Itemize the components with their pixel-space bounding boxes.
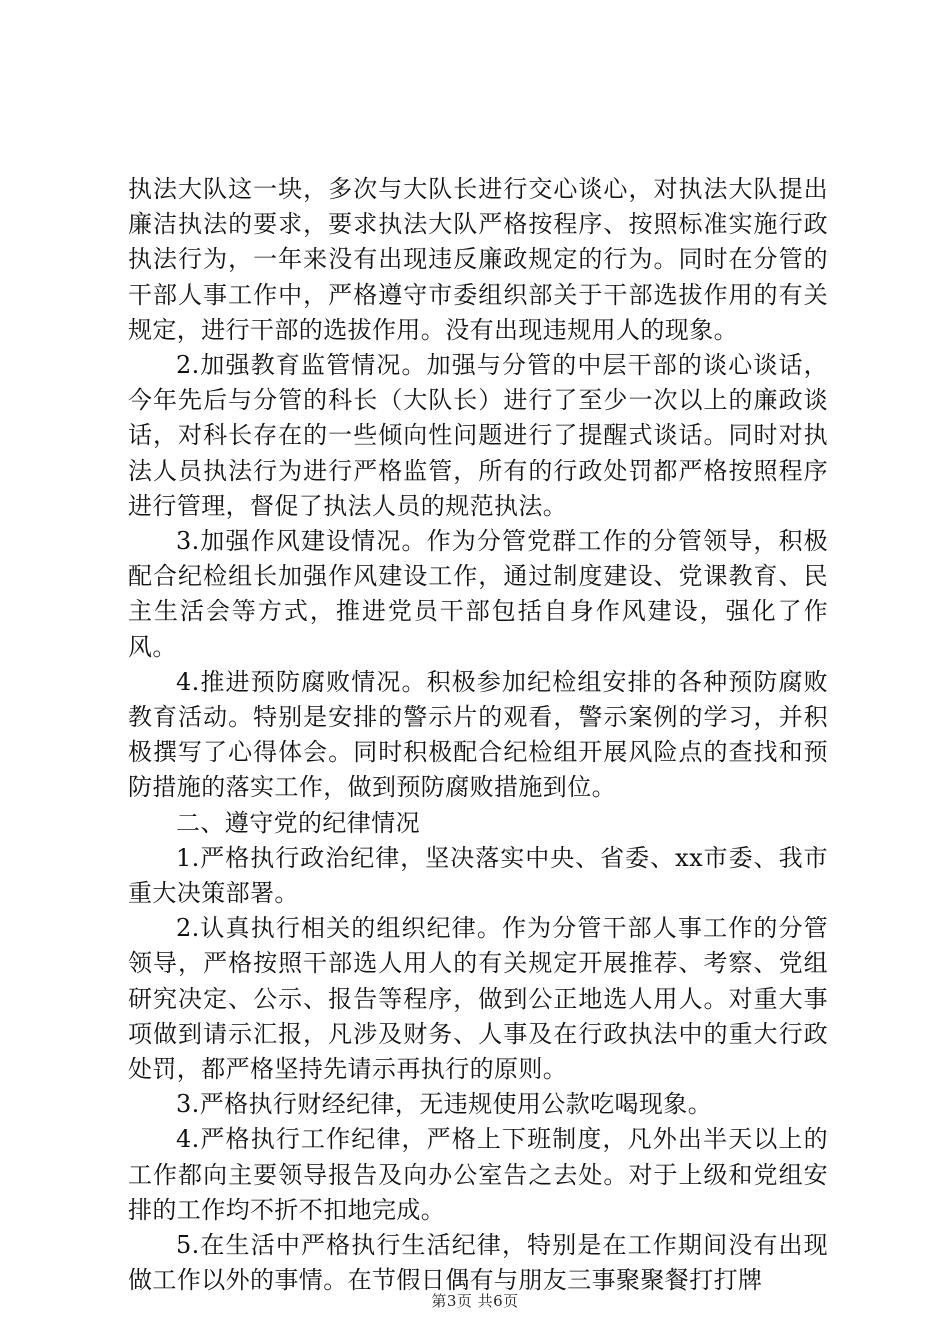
paragraph-6: 1.严格执行政治纪律，坚决落实中央、省委、xx市委、我市重大决策部署。 <box>128 843 828 908</box>
document-body <box>128 172 828 1299</box>
paragraph-10: 5.在生活中严格执行生活纪律，特别是在工作期间没有出现做工作以外的事情。在节假日偶有与朋友三事聚聚餐打打牌 <box>128 1231 828 1295</box>
paragraph-2: 2.加强教育监管情况。加强与分管的中层干部的谈心谈话，今年先后与分管的科长（大队长）进行了至少一次以上的廉政谈话，对科长存在的一些倾向性问题进行了提醒式谈话。同时对执法人员执法行为进行严格监管，所有的行政处罚都严格按照程序进行管理，督促了执法人员的规范执法。 <box>128 351 828 520</box>
paragraph-8: 3.严格执行财经纪律，无违规使用公款吃喝现象。 <box>176 1090 713 1119</box>
paragraph-7: 2.认真执行相关的组织纪律。作为分管干部人事工作的分管领导，严格按照干部选人用人的有关规定开展推荐、考察、党组研究决定、公示、报告等程序，做到公正地选人用人。对重大事项做到请示汇报，凡涉及财务、人事及在行政执法中的重大行政处罚，都严格坚持先请示再执行的原则。 <box>128 914 828 1084</box>
paragraph-1: 执法大队这一块，多次与大队长进行交心谈心，对执法大队提出廉洁执法的要求，要求执法大队严格按程序、按照标准实施行政执法行为，一年来没有出现违反廉政规定的行为。同时在分管的干部人事工作中，严格遵守市委组织部关于干部选拔作用的有关规定，进行干部的选拔作用。没有出现违规用人的现象。 <box>128 175 828 344</box>
paragraph-9: 4.严格执行工作纪律，严格上下班制度，凡外出半天以上的工作都向主要领导报告及向办公室告之去处。对于上级和党组安排的工作均不折不扣地完成。 <box>128 1125 828 1224</box>
paragraph-4: 4.推进预防腐败情况。积极参加纪检组安排的各种预防腐败教育活动。特别是安排的警示片的观看，警示案例的学习，并积极撰写了心得体会。同时积极配合纪检组开展风险点的查找和预防措施的落实工作，做到预防腐败措施到位。 <box>128 667 828 802</box>
paragraph-3: 3.加强作风建设情况。作为分管党群工作的分管领导，积极配合纪检组长加强作风建设工作，通过制度建设、党课教育、民主生活会等方式，推进党员干部包括自身作风建设，强化了作风。 <box>128 527 828 661</box>
section-heading: 二、遵守党的纪律情况 <box>176 808 420 837</box>
page-footer: 第3页 共6页 <box>431 1292 519 1310</box>
